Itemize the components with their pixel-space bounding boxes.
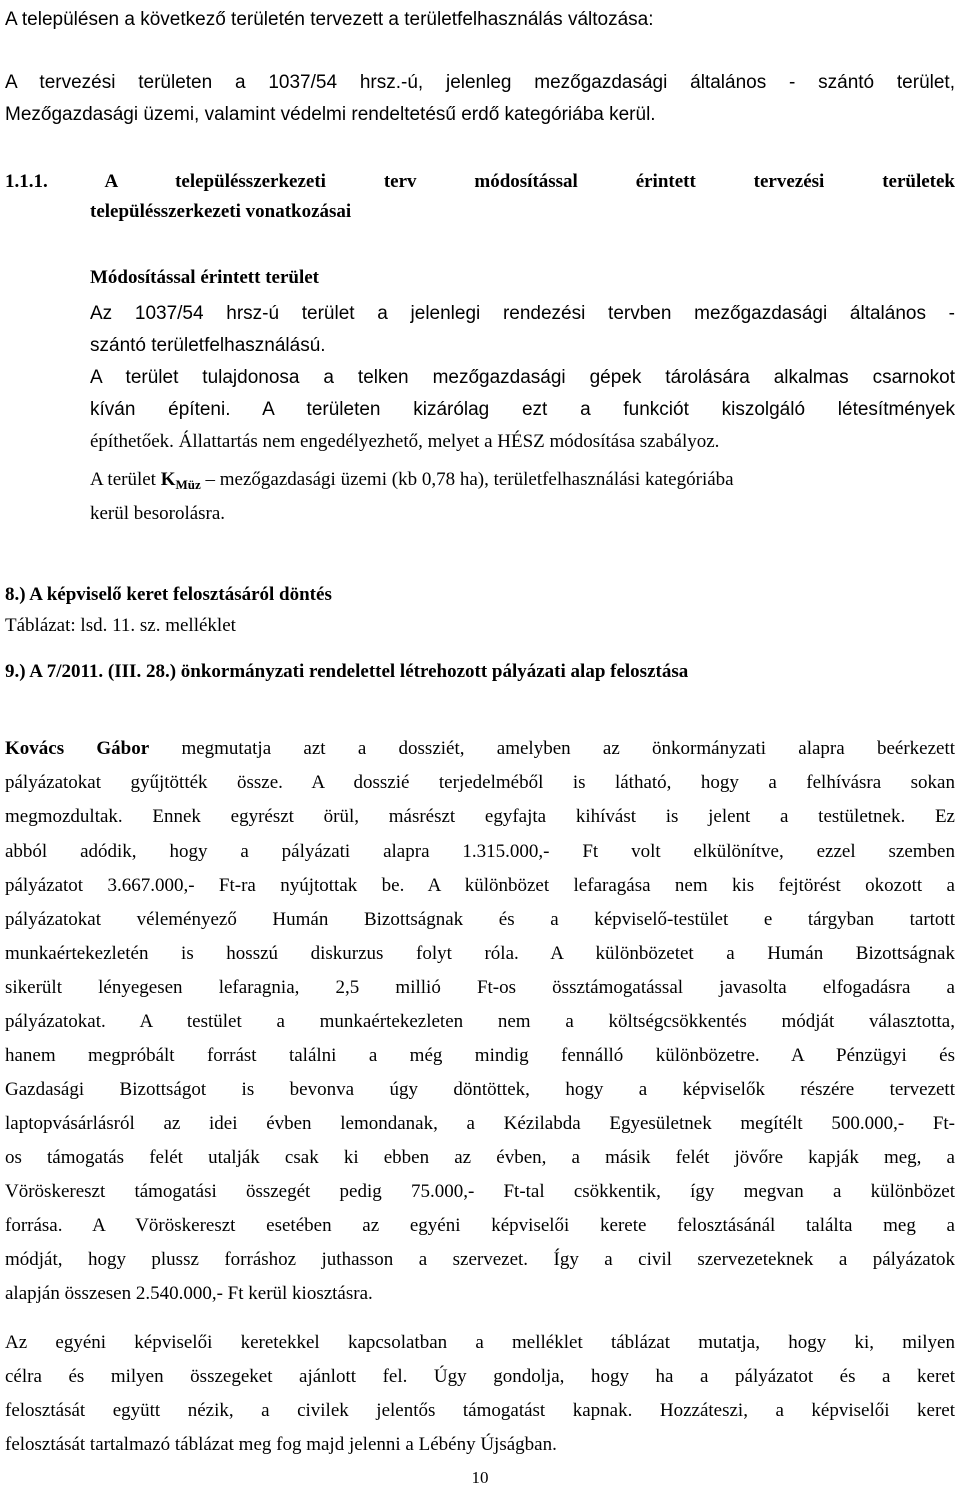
- body-line: Az 1037/54 hrsz-ú terület a jelenlegi rendezési tervben mezőgazdasági általános -: [90, 303, 955, 324]
- body-line: pályázatokat véleményező Humán Bizottságnak és a képviselő-testület e tárgyban tartott: [5, 909, 955, 930]
- body-line: építhetőek. Állattartás nem engedélyezhető, melyet a HÉSZ módosítása szabályoz.: [90, 431, 720, 452]
- agenda-item-heading: 9.) A 7/2011. (III. 28.) önkormányzati rendelettel létrehozott pályázati alap felosztása: [5, 661, 689, 682]
- section-heading-continued: településszerkezeti vonatkozásai: [90, 201, 352, 222]
- body-line: sikerült lényegesen lefaragnia, 2,5 millió Ft-os össztámogatással javasolta elfogadásra a: [5, 977, 955, 998]
- body-text: – mezőgazdasági üzemi (kb 0,78 ha), területfelhasználási kategóriába: [200, 469, 734, 490]
- subsection-heading: Módosítással érintett terület: [90, 267, 319, 288]
- body-line: hanem megpróbált forrást találni a még mindig fennálló különbözetre. A Pénzügyi és: [5, 1045, 955, 1066]
- body-line: alapján összesen 2.540.000,- Ft kerül kiosztásra.: [5, 1283, 373, 1304]
- body-line: szántó területfelhasználású.: [90, 335, 326, 356]
- land-use-category-line: [90, 468, 955, 497]
- table-reference: Táblázat: lsd. 11. sz. melléklet: [5, 615, 236, 636]
- body-line: pályázatokat. A testület a munkaértekezleten nem a költségcsökkentés módját választotta,: [5, 1011, 955, 1032]
- body-text: A terület: [90, 469, 161, 490]
- body-line: os támogatás felét utalják csak ki ebben az évben, a másik felét jövőre kapják meg, a: [5, 1147, 955, 1168]
- body-line: Az egyéni képviselői keretekkel kapcsolatban a melléklet táblázat mutatja, hogy ki, milyen: [5, 1332, 955, 1353]
- section-heading: 1.1.1. A településszerkezeti terv módosítással érintett tervezési területek: [5, 171, 955, 192]
- body-line: forrása. A Vöröskereszt esetében az egyéni képviselői kerete felosztásánál találta meg a: [5, 1215, 955, 1236]
- agenda-item-heading: 8.) A képviselő keret felosztásáról döntés: [5, 584, 332, 605]
- body-line: pályázatot 3.667.000,- Ft-ra nyújtottak be. A különbözet lefaragása nem kis fejtörést okozott a: [5, 875, 955, 896]
- body-line: kerül besorolásra.: [90, 503, 226, 524]
- page-number: 10: [471, 1468, 489, 1487]
- kmuz-symbol: K: [160, 469, 176, 490]
- body-line: módját, hogy plussz forráshoz juthasson a szervezet. Így a civil szervezeteknek a pályázatok: [5, 1249, 955, 1270]
- body-line: célra és milyen összegeket ajánlott fel. Úgy gondolja, hogy ha a pályázatot és a keret: [5, 1366, 955, 1387]
- body-line: A terület tulajdonosa a telken mezőgazdasági gépek tárolására alkalmas csarnokot: [90, 367, 955, 388]
- intro-line: Mezőgazdasági üzemi, valamint védelmi rendeltetésű erdő kategóriába kerül.: [5, 104, 656, 125]
- body-line: munkaértekezletén is hosszú diskurzus folyt róla. A különbözetet a Humán Bizottságnak: [5, 943, 955, 964]
- intro-line: A tervezési területen a 1037/54 hrsz.-ú, jelenleg mezőgazdasági általános - szántó terület,: [5, 72, 955, 93]
- kmuz-subscript: Müz: [175, 477, 201, 492]
- body-line: felosztását együtt nézik, a civilek jelentős támogatást kapnak. Hozzáteszi, a képviselői keret: [5, 1400, 955, 1421]
- speaker-name: Kovács Gábor: [5, 738, 150, 759]
- body-line: [5, 737, 955, 761]
- body-line: pályázatokat gyűjtötték össze. A dosszié terjedelméből is látható, hogy a felhívásra sokan: [5, 772, 955, 793]
- body-line: laptopvásárlásról az idei évben lemondanak, a Kézilabda Egyesületnek megítélt 500.000,- Ft-: [5, 1113, 955, 1134]
- body-line: felosztását tartalmazó táblázat meg fog majd jelenni a Lébény Újságban.: [5, 1434, 557, 1455]
- intro-line: A településen a következő területén tervezett a területfelhasználás változása:: [5, 9, 654, 30]
- body-line: Gazdasági Bizottságot is bevonva úgy döntöttek, hogy a képviselők részére tervezett: [5, 1079, 955, 1100]
- body-line: kíván építeni. A területen kizárólag ezt a funkciót kiszolgáló létesítmények: [90, 399, 955, 420]
- body-text: megmutatja azt a dossziét, amelyben az önkormányzati alapra beérkezett: [149, 738, 956, 759]
- body-line: Vöröskereszt támogatási összegét pedig 75.000,- Ft-tal csökkentik, így megvan a különbözet: [5, 1181, 955, 1202]
- body-line: megmozdultak. Ennek egyrészt örül, másrészt egyfajta kihívást is jelent a testületnek. Ez: [5, 806, 955, 827]
- body-line: abból adódik, hogy a pályázati alapra 1.315.000,- Ft volt elkülönítve, ezzel szemben: [5, 841, 955, 862]
